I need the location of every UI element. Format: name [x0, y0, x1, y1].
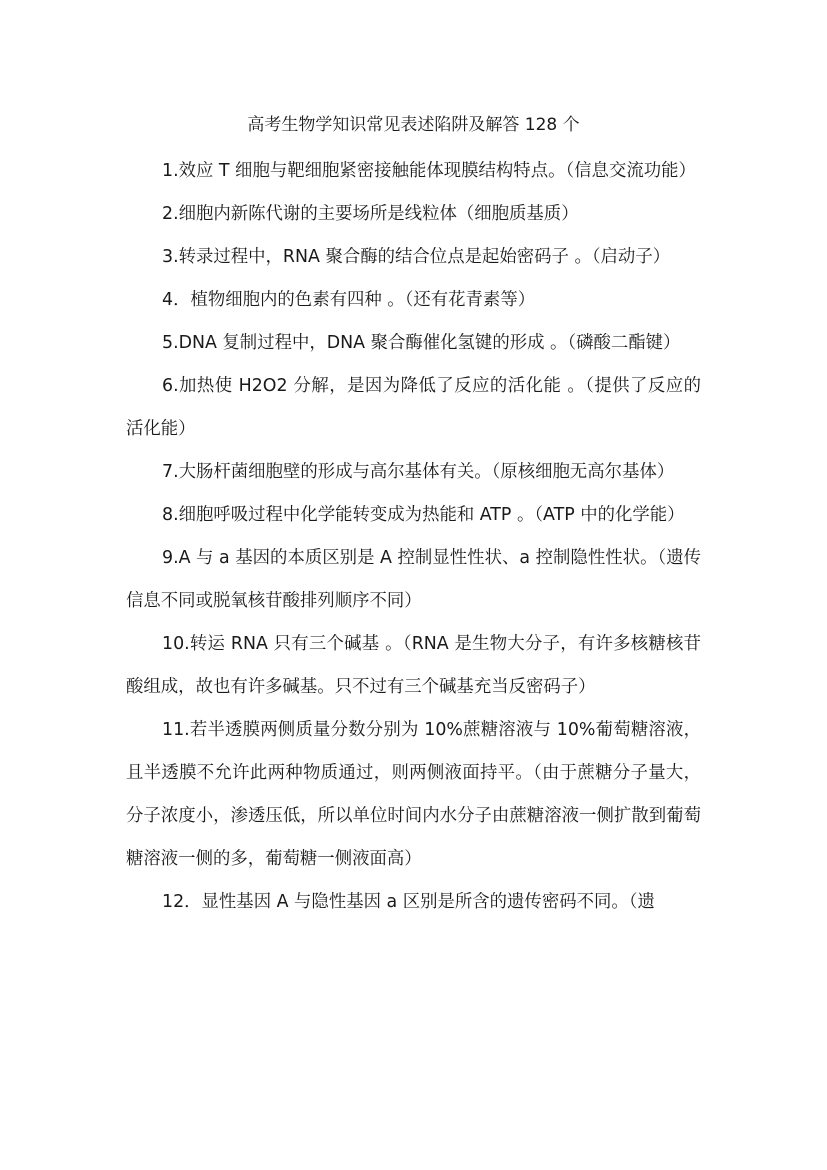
document-title: 高考生物学知识常见表述陷阱及解答 128 个 [247, 115, 580, 135]
paragraph-1: 1.效应 T 细胞与靶细胞紧密接触能体现膜结构特点。（信息交流功能） [162, 161, 696, 181]
paragraph-8: 8.细胞呼吸过程中化学能转变成为热能和 ATP 。（ATP 中的化学能） [162, 505, 685, 525]
paragraph-3: 3.转录过程中，RNA 聚合酶的结合位点是起始密码子 。（启动子） [162, 247, 671, 267]
paragraph-10: 10.转运 RNA 只有三个碱基 。（RNA 是生物大分子，有许多核糖核苷酸组成，故也有许多碱基。只不过有三个碱基充当反密码子） [126, 634, 701, 697]
paragraph-4: 4．植物细胞内的色素有四种 。（还有花青素等） [162, 290, 536, 310]
paragraph-11: 11.若半透膜两侧质量分数分别为 10%蔗糖溶液与 10%葡萄糖溶液，且半透膜不允许此两种物质通过，则两侧液面持平。（由于蔗糖分子量大，分子浓度小，渗透压低，所以单位时间内水分子由蔗糖溶液一侧扩散到葡萄糖溶液一侧的多，葡萄糖一侧液面高） [126, 720, 701, 869]
paragraph-9: 9.A 与 a 基因的本质区别是 A 控制显性性状、a 控制隐性性状。（遗传信息不同或脱氧核苷酸排列顺序不同） [126, 548, 701, 611]
paragraph-12: 12．显性基因 A 与隐性基因 a 区别是所含的遗传密码不同。（遗 [162, 892, 655, 912]
paragraph-2: 2.细胞内新陈代谢的主要场所是线粒体（细胞质基质） [162, 204, 579, 224]
paragraph-6: 6.加热使 H2O2 分解，是因为降低了反应的活化能 。（提供了反应的活化能） [126, 376, 701, 439]
document-body [126, 150, 701, 924]
paragraph-7: 7.大肠杆菌细胞壁的形成与高尔基体有关。（原核细胞无高尔基体） [162, 462, 675, 482]
paragraph-5: 5.DNA 复制过程中，DNA 聚合酶催化氢键的形成 。（磷酸二酯键） [162, 333, 681, 353]
